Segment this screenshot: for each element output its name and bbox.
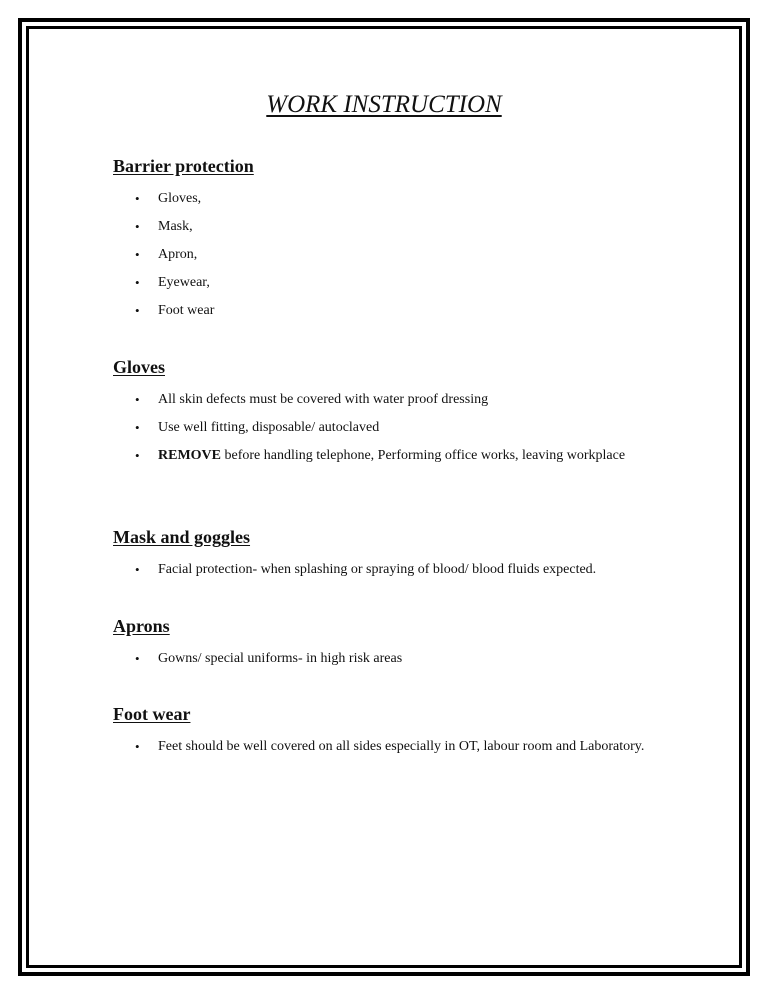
section-mask-goggles [113, 526, 653, 583]
bullet-icon: • [135, 420, 140, 435]
section-heading: Aprons [113, 616, 170, 636]
bullet-icon: • [135, 303, 140, 318]
list-item-text: All skin defects must be covered with water proof dressing [158, 392, 489, 407]
section-heading: Mask and goggles [113, 527, 251, 547]
page-title: WORK INSTRUCTION [266, 91, 502, 118]
list-item-text: Gowns/ special uniforms- in high risk areas [158, 651, 403, 666]
bullet-icon: • [135, 448, 140, 463]
list-item-text: before handling telephone, Performing office works, leaving workplace [221, 448, 626, 463]
list-item [113, 242, 653, 268]
list-item [113, 387, 653, 413]
list-item [113, 298, 653, 324]
section-foot-wear [113, 703, 653, 760]
section-gloves [113, 356, 653, 469]
bullet-icon: • [135, 562, 140, 577]
bullet-list [113, 186, 653, 324]
remove-emphasis: REMOVE [158, 448, 221, 463]
bullet-icon: • [135, 275, 140, 290]
bullet-icon: • [135, 219, 140, 234]
bullet-list [113, 387, 653, 469]
section-barrier-protection [113, 155, 653, 324]
bullet-list [113, 734, 653, 760]
bullet-list [113, 557, 653, 583]
section-heading: Gloves [113, 357, 165, 377]
bullet-icon: • [135, 739, 140, 754]
list-item [113, 734, 653, 760]
list-item-text: Facial protection- when splashing or spraying of blood/ blood fluids expected. [158, 562, 597, 577]
list-item-text: Feet should be well covered on all sides especially in OT, labour room and Laboratory. [158, 739, 645, 754]
section-heading: Foot wear [113, 704, 191, 724]
list-item-text: Mask, [158, 219, 193, 234]
bullet-icon: • [135, 392, 140, 407]
list-item [113, 557, 653, 583]
bullet-icon: • [135, 247, 140, 262]
list-item-text: Foot wear [158, 303, 215, 318]
list-item [113, 186, 653, 212]
bullet-icon: • [135, 191, 140, 206]
list-item-text: Use well fitting, disposable/ autoclaved [158, 420, 380, 435]
list-item [113, 646, 653, 672]
list-item-text: Gloves, [158, 191, 202, 206]
list-item-text: Eyewear, [158, 275, 210, 290]
bullet-icon: • [135, 651, 140, 666]
list-item [113, 415, 653, 441]
list-item [113, 443, 653, 469]
list-item [113, 214, 653, 240]
list-item-text: Apron, [158, 247, 198, 262]
bullet-list [113, 646, 653, 672]
section-heading: Barrier protection [113, 156, 254, 176]
list-item [113, 270, 653, 296]
section-aprons [113, 615, 653, 672]
